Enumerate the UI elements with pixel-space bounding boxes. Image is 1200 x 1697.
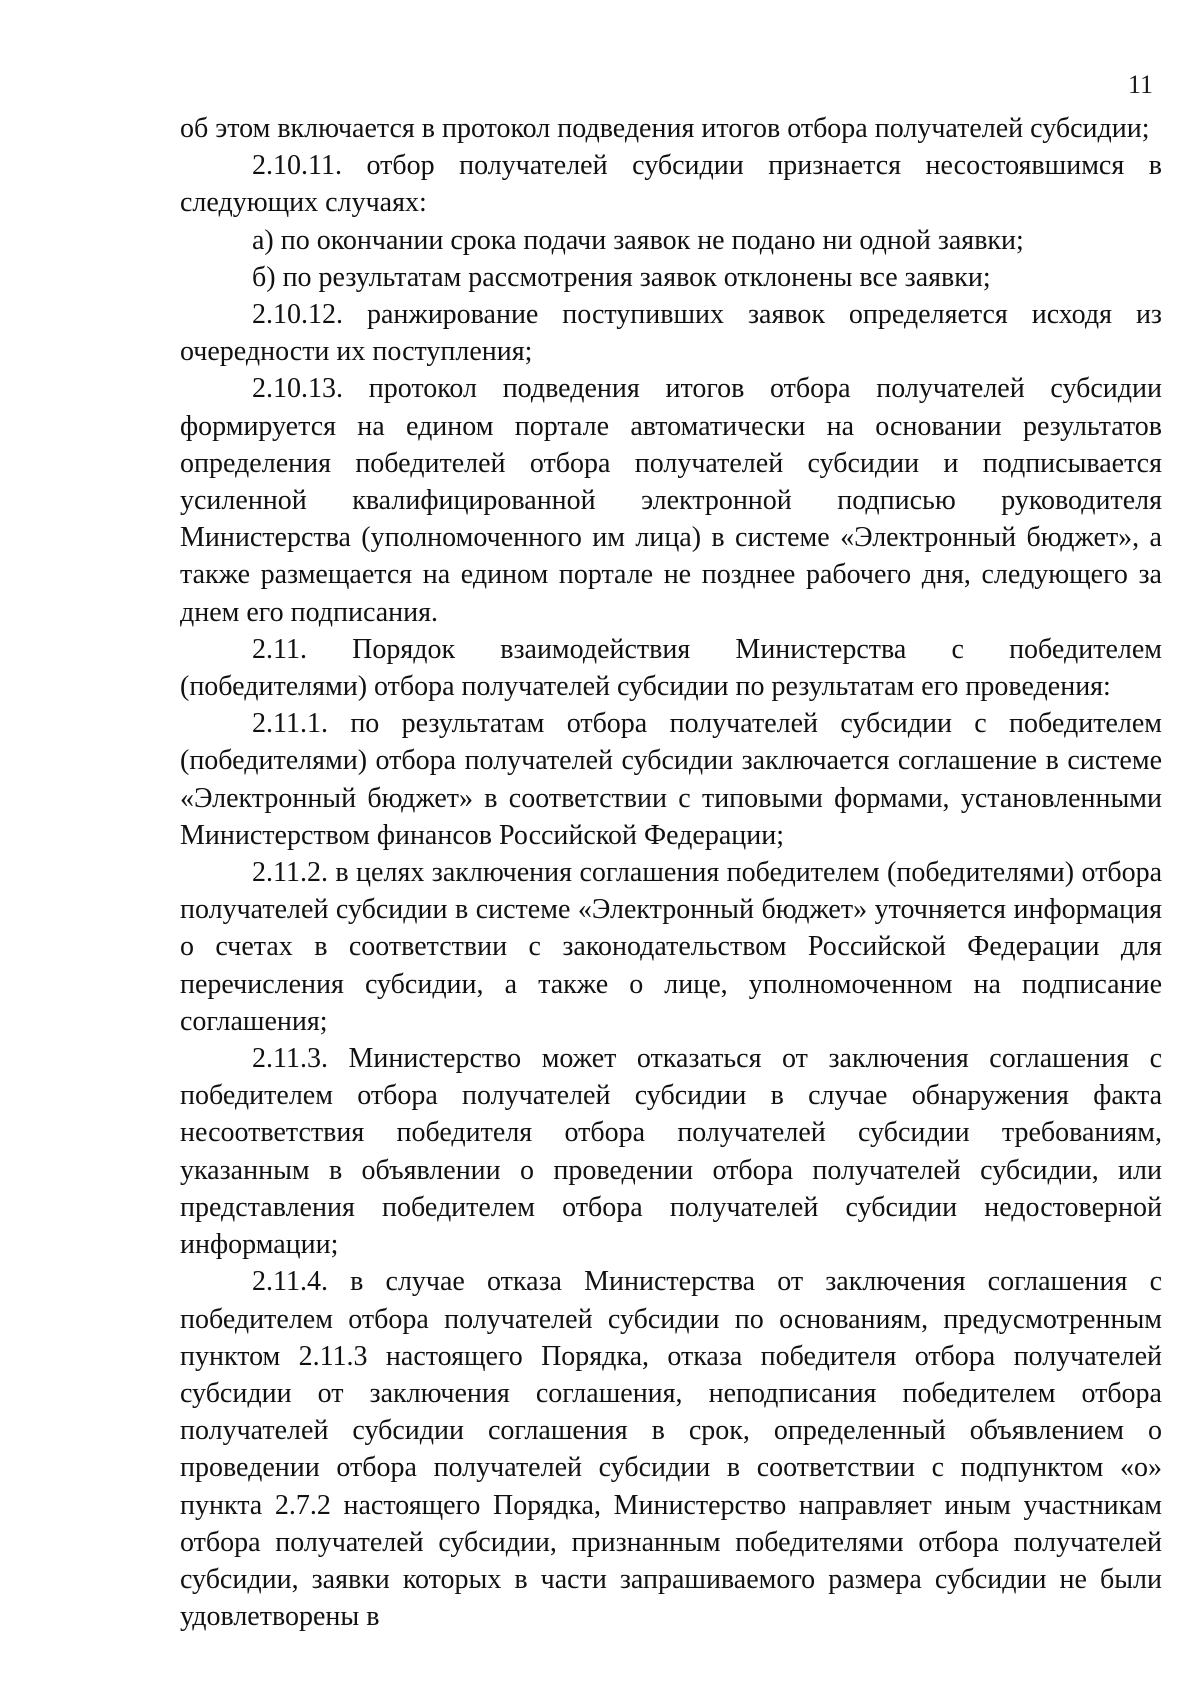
paragraph: 2.11.4. в случае отказа Министерства от заключения соглашения с победителем отбора получателей субсидии по основаниям, предусмотренным пунктом 2.11.3 настоящего Порядка, отказа победителя отбора получателей субсидии от заключения соглашения, неподписания победителем отбора получателей субсидии соглашения в срок, определенный объявлением о проведении отбора получателей субсидии в соответствии с подпунктом «о» пункта 2.7.2 настоящего Порядка, Министерство направляет иным участникам отбора получателей субсидии, признанным победителями отбора получателей субсидии, заявки которых в части запрашиваемого размера субсидии не были удовлетворены в <box>180 1266 1162 1633</box>
paragraph: об этом включается в протокол подведения итогов отбора получателей субсидии; <box>180 113 1150 144</box>
paragraph: 2.10.13. протокол подведения итогов отбора получателей субсидии формируется на едином портале автоматически на основании результатов определения победителей отбора получателей субсидии и подписывается усиленной квалифицированной электронной подписью руководителя Министерства (уполномоченного им лица) в системе «Электронный бюджет», а также размещается на едином портале не позднее рабочего дня, следующего за днем его подписания. <box>180 373 1162 628</box>
paragraph: а) по окончании срока подачи заявок не подано ни одной заявки; <box>252 224 1024 256</box>
paragraph: 2.10.11. отбор получателей субсидии признается несостоявшимся в следующих случаях: <box>180 150 1162 219</box>
document-body <box>180 110 1162 1635</box>
paragraph: 2.11.2. в целях заключения соглашения победителем (победителями) отбора получателей субсидии в системе «Электронный бюджет» уточняется информация о счетах в соответствии с законодательством Российской Федерации для перечисления субсидии, а также о лице, уполномоченном на подписание соглашения; <box>180 857 1162 1037</box>
page-number: 11 <box>1128 70 1154 99</box>
paragraph: 2.11. Порядок взаимодействия Министерства с победителем (победителями) отбора получателей субсидии по результатам его проведения: <box>180 633 1162 703</box>
paragraph: 2.11.3. Министерство может отказаться от заключения соглашения с победителем отбора получателей субсидии в случае обнаружения факта несоответствия победителя отбора получателей субсидии требованиям, указанным в объявлении о проведении отбора получателей субсидии, или представления победителем отбора получателей субсидии недостоверной информации; <box>180 1043 1162 1261</box>
paragraph: 2.11.1. по результатам отбора получателей субсидии с победителем (победителями) отбора получателей субсидии заключается соглашение в системе «Электронный бюджет» в соответствии с типовыми формами, установленными Министерством финансов Российской Федерации; <box>180 708 1162 851</box>
paragraph: 2.10.12. ранжирование поступивших заявок определяется исходя из очередности их поступления; <box>180 299 1162 368</box>
paragraph: б) по результатам рассмотрения заявок отклонены все заявки; <box>252 261 991 293</box>
